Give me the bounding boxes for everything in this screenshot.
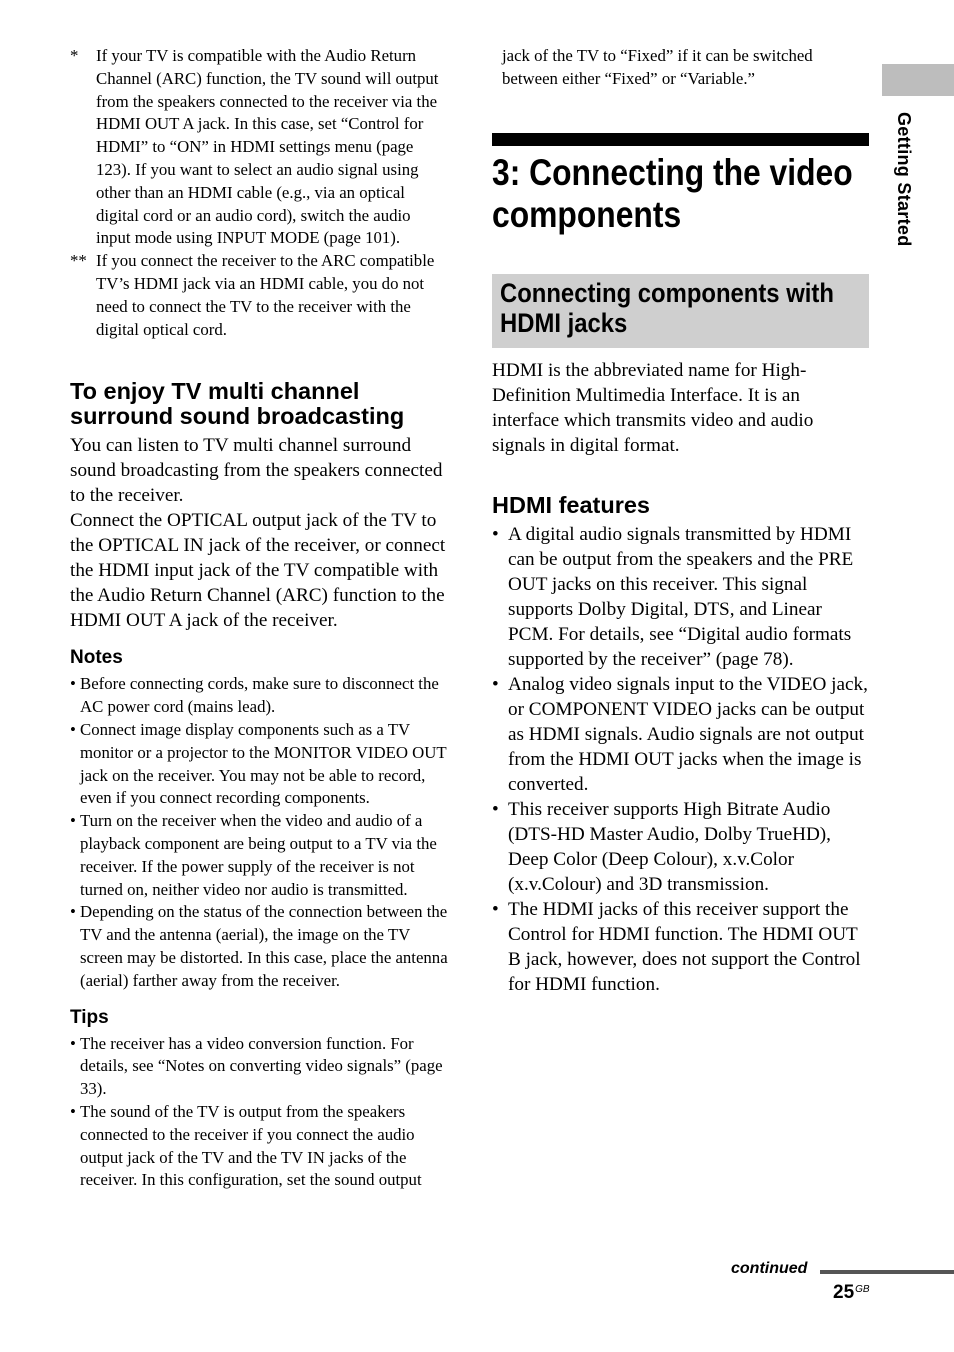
tv-surround-heading: To enjoy TV multi channel surround sound broadcasting (70, 378, 405, 430)
side-tab-marker (882, 64, 954, 96)
continued-label: continued (731, 1260, 808, 1277)
page-number-value: 25 (833, 1282, 855, 1303)
feature-item: • Analog video signals input to the VIDEO jack, or COMPONENT VIDEO jacks can be output as HDMI signals. Audio signals are not output from the HDMI OUT jacks when the image is converted. (492, 673, 868, 795)
bullet-icon: • (70, 719, 76, 739)
section-rule (492, 133, 869, 146)
notes-list (70, 673, 448, 992)
paragraph: Connect the OPTICAL output jack of the TV to the OPTICAL IN jack of the receiver, or connect the HDMI input jack of the TV compatible with the Audio Return Channel (ARC) function to the HDMI OUT A jack of the receiver. (70, 510, 446, 632)
footnote-text: If your TV is compatible with the Audio Return Channel (ARC) function, the TV sound will output from the speakers connected to the receiver via the HDMI OUT A jack. In this case, set “Control for HDMI” to “ON” in HDMI settings menu (page 123). If you want to select an audio signal using other than an HDMI cable (e.g., via an optical digital cord or an audio cord), switch the audio input mode using INPUT MODE (page 101). (96, 46, 439, 248)
footnote (70, 45, 448, 250)
note-item: • Depending on the status of the connection between the TV and the antenna (aerial), the image on the TV screen may be distorted. In this case, place the antenna (aerial) farther away from the receiver. (70, 902, 448, 990)
side-tab-label: Getting Started (894, 112, 914, 247)
features-heading: HDMI features (492, 491, 651, 518)
hdmi-intro: HDMI is the abbreviated name for High-Definition Multimedia Interface. It is an interface which transmits video and audio signals in digital format. (492, 359, 814, 456)
left-column (70, 45, 448, 1192)
footnote-mark: ** (70, 251, 87, 271)
continued-rule (820, 1270, 954, 1274)
bullet-icon: • (70, 1101, 76, 1121)
bullet-icon: • (70, 674, 76, 694)
features-list (492, 522, 869, 997)
section-title: 3: Connecting the video components (492, 151, 853, 235)
bullet-icon: • (70, 811, 76, 831)
footnote (70, 250, 448, 341)
paragraph: You can listen to TV multi channel surround sound broadcasting from the speakers connected to the receiver. (70, 435, 443, 507)
tip-continuation: jack of the TV to “Fixed” if it can be switched between either “Fixed” or “Variable.” (502, 46, 813, 88)
bullet-icon: • (70, 1033, 76, 1053)
bullet-icon: • (492, 523, 499, 545)
notes-heading: Notes (70, 647, 123, 669)
note-item: • Connect image display components such as a TV monitor or a projector to the MONITOR VIDEO OUT jack on the receiver. You may not be able to record, even if you connect recording components. (70, 719, 447, 808)
footnote-mark: * (70, 46, 79, 65)
feature-item: • This receiver supports High Bitrate Audio (DTS-HD Master Audio, Dolby TrueHD), Deep Color (Deep Colour), x.v.Color (x.v.Colour) and 3D transmission. (492, 798, 831, 895)
right-column (492, 45, 869, 997)
page-number (833, 1282, 870, 1304)
note-item: • Before connecting cords, make sure to disconnect the AC power cord (mains lead). (70, 674, 439, 717)
tips-heading: Tips (70, 1006, 109, 1028)
feature-item: • The HDMI jacks of this receiver support the Control for HDMI function. The HDMI OUT B jack, however, does not support the Control for HDMI function. (492, 898, 861, 995)
tips-list (70, 1033, 448, 1193)
bullet-icon: • (492, 673, 499, 695)
page-suffix: GB (855, 1284, 870, 1295)
feature-item: • A digital audio signals transmitted by HDMI can be output from the speakers and the PRE OUT jacks on this receiver. This signal supports Dolby Digital, DTS, and Linear PCM. For details, see “Digital audio formats supported by the receiver” (page 78). (492, 523, 854, 670)
hdmi-heading-box (492, 274, 869, 348)
tip-item: • The receiver has a video conversion function. For details, see “Notes on converting video signals” (page 33). (70, 1033, 443, 1099)
bullet-icon: • (492, 898, 499, 920)
hdmi-heading: Connecting components with HDMI jacks (500, 277, 834, 338)
tip-item: • The sound of the TV is output from the speakers connected to the receiver if you connect the audio output jack of the TV and the TV IN jacks of the receiver. In this configuration, set the sound output (70, 1101, 422, 1190)
note-item: • Turn on the receiver when the video and audio of a playback component are being output to a TV via the receiver. If the power supply of the receiver is not turned on, neither video nor audio is transmitted. (70, 811, 437, 899)
bullet-icon: • (492, 798, 499, 820)
bullet-icon: • (70, 902, 76, 922)
footnote-text: If you connect the receiver to the ARC compatible TV’s HDMI jack via an HDMI cable, you do not need to connect the TV to the receiver with the digital optical cord. (96, 251, 435, 339)
